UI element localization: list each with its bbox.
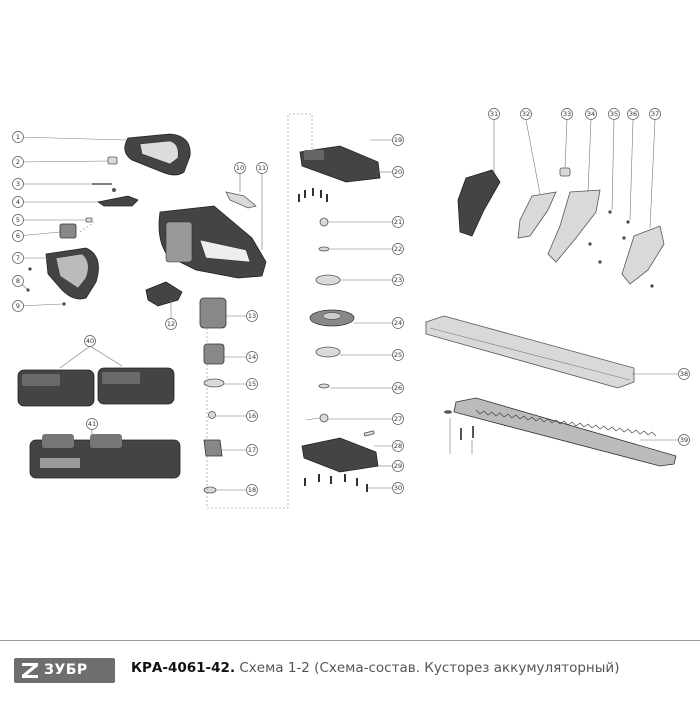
callout-label: 13 xyxy=(247,312,257,320)
callout-label: 3 xyxy=(15,180,21,188)
callout-bubble xyxy=(393,414,404,425)
callout-label: 25 xyxy=(393,351,403,359)
callout-bubble xyxy=(13,215,24,226)
callout-label: 40 xyxy=(85,337,95,345)
callout-bubble xyxy=(13,253,24,264)
callout-bubble xyxy=(247,352,258,363)
callout-label: 39 xyxy=(679,436,689,444)
callout-label: 23 xyxy=(393,276,403,284)
callout-label: 35 xyxy=(609,110,619,118)
callout-bubble xyxy=(13,157,24,168)
battery-pack-group xyxy=(18,368,174,406)
brand-logo xyxy=(14,658,115,683)
callout-label: 22 xyxy=(393,245,403,253)
callout-label: 1 xyxy=(15,133,21,141)
callout-label: 36 xyxy=(628,110,638,118)
callout-label: 28 xyxy=(393,442,403,450)
callout-label: 30 xyxy=(393,484,403,492)
spring-part xyxy=(112,188,116,192)
brand-mark-icon xyxy=(22,663,38,678)
callout-label: 33 xyxy=(562,110,572,118)
callout-bubble xyxy=(13,132,24,143)
callout-bubble xyxy=(679,369,690,380)
model-number: КРА-4061-42. xyxy=(131,660,236,676)
callout-bubble xyxy=(393,383,404,394)
callout-bubble xyxy=(393,275,404,286)
brand-name: ЗУБР xyxy=(44,662,88,678)
callout-label: 19 xyxy=(393,136,403,144)
callout-label: 5 xyxy=(15,216,21,224)
callout-label: 6 xyxy=(15,232,21,240)
callout-bubble xyxy=(628,109,639,120)
callout-bubble xyxy=(562,109,573,120)
callout-label: 38 xyxy=(679,370,689,378)
callout-bubble xyxy=(393,217,404,228)
callout-bubble xyxy=(13,276,24,287)
callout-label: 12 xyxy=(166,320,176,328)
callout-bubble xyxy=(609,109,620,120)
callout-label: 34 xyxy=(586,110,596,118)
callout-label: 8 xyxy=(15,277,21,285)
callout-label: 4 xyxy=(15,198,21,206)
callout-label: 11 xyxy=(257,164,267,172)
callout-bubble xyxy=(13,231,24,242)
callout-bubble xyxy=(13,179,24,190)
callout-bubble xyxy=(85,336,96,347)
footer-bar xyxy=(0,640,700,701)
callout-bubble xyxy=(247,411,258,422)
callout-bubble xyxy=(393,461,404,472)
callout-label: 18 xyxy=(247,486,257,494)
guard-rail-part xyxy=(518,192,556,238)
callout-label: 15 xyxy=(247,380,257,388)
screw-set-bottom xyxy=(304,474,368,492)
callout-bubble xyxy=(393,441,404,452)
callout-label: 41 xyxy=(87,420,97,428)
screw-set-top xyxy=(298,188,328,202)
callout-bubble xyxy=(393,244,404,255)
caption xyxy=(131,660,619,676)
hand-guard-part xyxy=(622,226,664,284)
bracket-part xyxy=(226,192,256,208)
guard-handle-part xyxy=(548,190,600,262)
guard-piece-part xyxy=(146,282,182,306)
callout-bubble xyxy=(393,483,404,494)
callout-bubble xyxy=(235,163,246,174)
trigger-lever-part xyxy=(98,196,138,206)
callout-bubble xyxy=(257,163,268,174)
callout-bubble xyxy=(247,379,258,390)
callout-label: 27 xyxy=(393,415,403,423)
callout-bubble xyxy=(247,311,258,322)
callout-label: 37 xyxy=(650,110,660,118)
callout-bubble xyxy=(247,445,258,456)
callout-label: 9 xyxy=(15,302,21,310)
callout-label: 31 xyxy=(489,110,499,118)
callout-bubble xyxy=(489,109,500,120)
callout-label: 26 xyxy=(393,384,403,392)
switch-pin-part xyxy=(86,218,92,222)
scheme-description: Схема 1-2 (Схема-состав. Кусторез аккумуляторный) xyxy=(239,660,620,676)
callout-bubble xyxy=(650,109,661,120)
callout-bubble xyxy=(166,319,177,330)
callout-label: 10 xyxy=(235,164,245,172)
callout-bubble xyxy=(393,318,404,329)
callout-label: 29 xyxy=(393,462,403,470)
callout-bubble xyxy=(586,109,597,120)
callout-bubble xyxy=(13,197,24,208)
callout-bubble xyxy=(87,419,98,430)
callout-bubble xyxy=(521,109,532,120)
eccentric-part xyxy=(316,275,340,285)
callout-bubble xyxy=(13,301,24,312)
gear-cover-bottom-part xyxy=(302,438,378,472)
guard-left-part xyxy=(458,170,500,236)
callout-label: 17 xyxy=(247,446,257,454)
callout-label: 20 xyxy=(393,168,403,176)
blade-cover-part xyxy=(426,316,634,388)
charger-group xyxy=(30,434,180,478)
callout-bubble xyxy=(393,135,404,146)
callout-label: 32 xyxy=(521,110,531,118)
clip-part xyxy=(108,157,117,164)
callout-label: 16 xyxy=(247,412,257,420)
callout-label: 21 xyxy=(393,218,403,226)
callout-label: 14 xyxy=(247,353,257,361)
switch-block-part xyxy=(60,224,76,238)
callout-label: 2 xyxy=(15,158,21,166)
callout-bubble xyxy=(247,485,258,496)
callout-bubble xyxy=(393,167,404,178)
callout-label: 24 xyxy=(393,319,403,327)
callout-bubble xyxy=(393,350,404,361)
callout-label: 7 xyxy=(15,254,21,262)
callout-bubble xyxy=(679,435,690,446)
gearbox-motor-part xyxy=(200,298,226,328)
